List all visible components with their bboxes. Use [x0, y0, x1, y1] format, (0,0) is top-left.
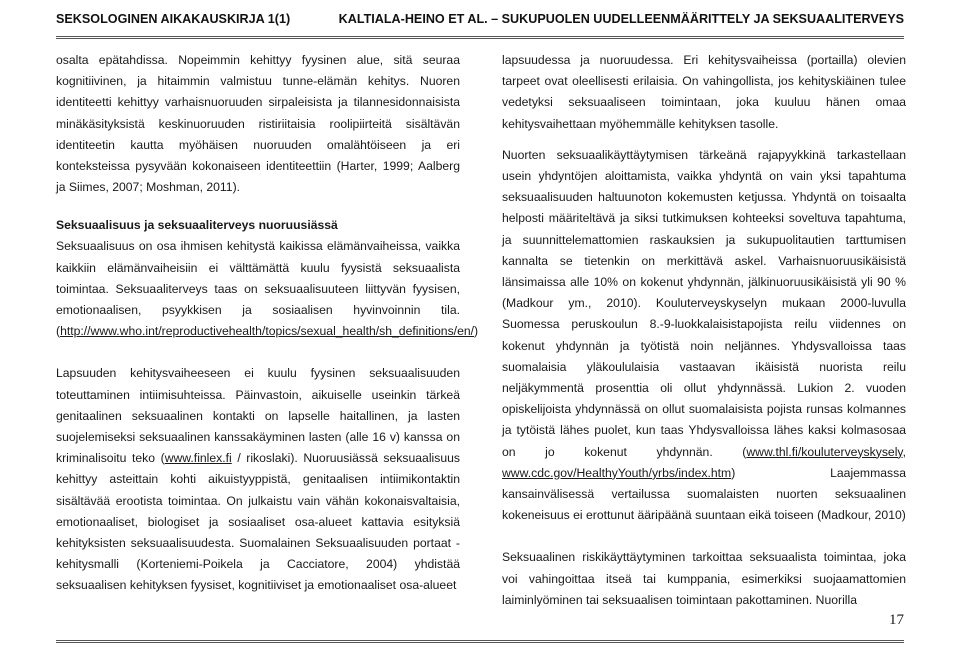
who-link[interactable]: http://www.who.int/reproductivehealth/topics/sexual_health/sh_definitions/en/	[60, 324, 475, 339]
paragraph-developmental-stages: lapsuudessa ja nuoruudessa. Eri kehitysvaiheissa (portailla) olevien tarpeet ovat oleellisesti erilaisia. On vahingollista, jos kehityskiäinen tulee vedetyksi seksuaaliseen toimintaan, joka kuuluu hänen omaa kehitysvaihettaan myöhemmälle kehityksen tasolle.	[502, 53, 906, 131]
finlex-link[interactable]: www.finlex.fi	[164, 451, 232, 466]
article-running-title: KALTIALA-HEINO ET AL. – SUKUPUOLEN UUDELLEENMÄÄRITTELY JA SEKSUAALITERVEYS	[338, 12, 904, 26]
paragraph-intercourse	[502, 145, 906, 527]
paragraph-text: Seksuaalisuus on osa ihmisen kehitystä kaikissa elämänvaiheissa, vaikka kaikkiin elämänvaiheisiin ei välttämättä kuulu fyysistä seksuaalista toimintaa. Seksuaaliterveys taas on seksuaalisuuteen liittyvän fyysisen, emotionaalisen, psyykkisen ja sosiaalisen hyvinvoinnin tila. (	[56, 239, 460, 339]
paragraph-sexual-health	[56, 236, 479, 342]
journal-title: SEKSOLOGINEN AIKAKAUSKIRJA 1(1)	[56, 12, 291, 26]
paragraph-text-cont: ) Laajemmassa kansainvälisessä vertailussa suomalaisten nuorten seksuaalinen kokeneisuus ei erottunut ääripäänä suuntaan eikä toiseen (Madkour, 2010)	[502, 465, 906, 523]
left-column	[56, 50, 479, 597]
running-header	[56, 12, 904, 30]
page-number: 17	[889, 612, 904, 628]
section-heading: Seksuaalisuus ja seksuaaliterveys nuoruusiässä	[56, 218, 338, 233]
footer-rule	[56, 640, 904, 643]
paragraph-text: Lapsuuden kehitysvaiheeseen ei kuulu fyysinen seksuaalisuuden toteuttaminen intiimisuhteissa. Päinvastoin, aikuiselle useinkin tärkeä genitaalinen seksuaalinen kontakti on lapselle haitallinen, ja lasten suojelemiseksi seksuaalinen kanssakäyminen lasten (alle 16 v) kanssa on kriminalisoitu teko (	[56, 366, 460, 466]
cdc-link[interactable]: www.cdc.gov/HealthyYouth/yrbs/index.htm	[502, 465, 732, 480]
paragraph-text: Nuorten seksuaalikäyttäytymisen tärkeänä rajapyykkinä tarkastellaan usein yhdyntöjen aloittamista, vaikka yhdyntä on vain yksi tapahtuma seksuaalisuuden haltuunoton kokemusten ketjussa. Yhdyntä on toisaalta helposti määriteltävä ja siksi tutkimuksen kohteeksi soveltuva tapahtuma, ja suunnittelemattomien raskauksien ja sukupuolitautien tarttumisen kannalta se tietenkin on merkittävä askel. Varhaisnuoruusikäisistä länsimaissa alle 10% on kokenut yhdynnän, jälkinuoruusikäisistä yli 90 % (Madkour ym., 2010). Kouluterveyskyselyn mukaan 2000-luvulla Suomessa peruskoulun 8.-9-luokkalaisistapojista reilu viidennes on kokenut yhdynnän ja työtistä noin neljännes. Yhdysvalloissa taas suomalaisia yläkoululaisia vastaavan ikäisistä nuorista reilu neljäkymmentä prosenttia oli ollut yhdynnässä. Lukion 2. vuoden opiskelijoista yhdynnässä on ollut suomalaisista pojista runsas kolmannes ja tytöistä lähes puolet, kun taas Yhdysvalloissa lähes kaksi kolmasosaa on jo kokenut yhdynnän. (	[502, 147, 906, 459]
right-column	[502, 50, 906, 611]
header-rule	[56, 36, 904, 39]
link-separator: ,	[902, 444, 906, 459]
paragraph-text-end: )	[474, 324, 479, 339]
paragraph-text-cont: / rikoslaki). Nuoruusiässä seksuaalisuus kehittyy asteittain kohti aikuistyyppistä, genitaalisen intiimikontaktin sisältävää erootista toimintaa. On julkaistu vain vähän kokonaisvaltaisia, emotionaaliset, biologiset ja sosiaaliset osa-alueet kattavia esityksiä kehityksisten seksuaalisuudesta. Suomalainen Seksuaalisuuden portaat -kehitysmalli (Korteniemi-Poikela ja Cacciatore, 2004) yhdistää seksuaalisen kehityksen fyysiset, kognitiiviset ja emotionaaliset osa-alueet	[56, 451, 460, 593]
thl-link[interactable]: www.thl.fi/kouluterveyskysely	[746, 444, 903, 459]
paragraph-identity-development: osalta epätahdissa. Nopeimmin kehittyy fyysinen alue, sitä seuraa kognitiivinen, ja hitaimmin valmistuu tunne-elämän kehitys. Nuoren identiteetti kehittyy varhaisnuoruuden sirpaleisista ja tilannesidonnaisista minäkäsityksistä keskinuoruuden ristiriitaisia roolipiirteitä sisältävän identiteetin kautta myöhäisen nuoruuden omalähtöiseen ja eri konteksteissa pysyvään kokonaiseen identiteettiin (Harter, 1999; Aalberg ja Siimes, 2007; Moshman, 2011).	[56, 53, 460, 195]
paragraph-childhood	[56, 363, 460, 596]
paragraph-risk-behaviour: Seksuaalinen riskikäyttäytyminen tarkoittaa seksuaalista toimintaa, joka voi vahingoittaa itseä tai kumppania, esimerkiksi suojaamattomien laiminlyöminen tai seksuaalisen toimintaan pakottaminen. Nuorilla	[502, 550, 906, 607]
